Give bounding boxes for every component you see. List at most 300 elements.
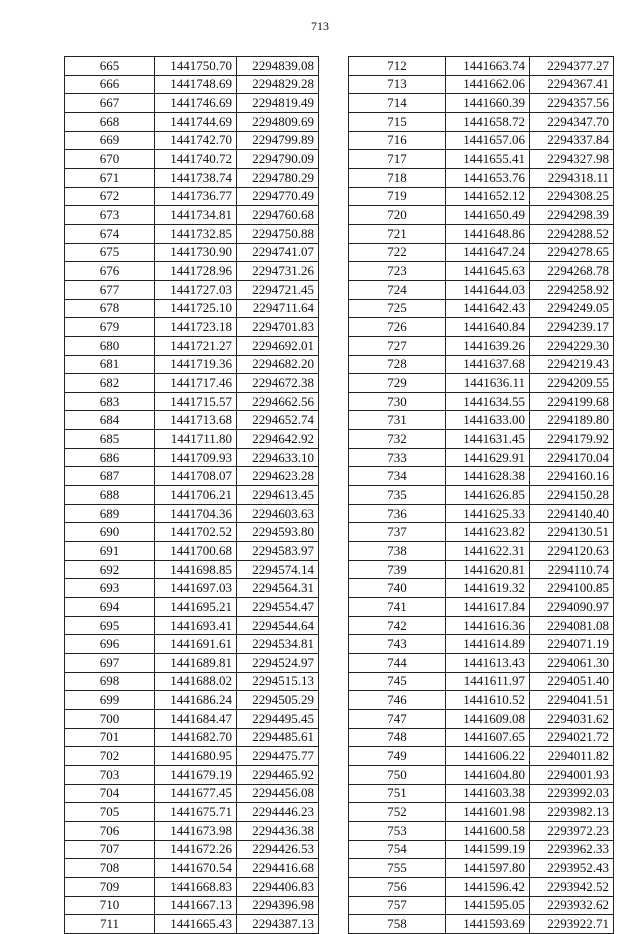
- x-coordinate-cell: 1441700.68: [155, 542, 237, 561]
- y-coordinate-cell: 2294219.43: [530, 355, 614, 374]
- x-coordinate-cell: 1441695.21: [155, 598, 237, 617]
- x-coordinate-cell: 1441740.72: [155, 150, 237, 169]
- point-number-cell: 700: [65, 709, 155, 728]
- y-coordinate-cell: 2294051.40: [530, 672, 614, 691]
- y-coordinate-cell: 2293982.13: [530, 803, 614, 822]
- point-number-cell: 698: [65, 672, 155, 691]
- point-number-cell: 744: [349, 654, 446, 673]
- y-coordinate-cell: 2294465.92: [237, 765, 319, 784]
- point-number-cell: 688: [65, 486, 155, 505]
- y-coordinate-cell: 2294001.93: [530, 765, 614, 784]
- y-coordinate-cell: 2294564.31: [237, 579, 319, 598]
- y-coordinate-cell: 2294790.09: [237, 150, 319, 169]
- table-row: [65, 299, 319, 318]
- y-coordinate-cell: 2293952.43: [530, 859, 614, 878]
- point-number-cell: 724: [349, 280, 446, 299]
- table-row: [65, 859, 319, 878]
- table-row: [349, 448, 614, 467]
- point-number-cell: 743: [349, 635, 446, 654]
- x-coordinate-cell: 1441653.76: [446, 168, 530, 187]
- x-coordinate-cell: 1441668.83: [155, 877, 237, 896]
- x-coordinate-cell: 1441715.57: [155, 392, 237, 411]
- y-coordinate-cell: 2294209.55: [530, 374, 614, 393]
- y-coordinate-cell: 2294642.92: [237, 430, 319, 449]
- point-number-cell: 746: [349, 691, 446, 710]
- table-row: [65, 374, 319, 393]
- y-coordinate-cell: 2293932.62: [530, 896, 614, 915]
- point-number-cell: 730: [349, 392, 446, 411]
- y-coordinate-cell: 2294721.45: [237, 280, 319, 299]
- y-coordinate-cell: 2294170.04: [530, 448, 614, 467]
- point-number-cell: 750: [349, 765, 446, 784]
- point-number-cell: 674: [65, 224, 155, 243]
- y-coordinate-cell: 2294701.83: [237, 318, 319, 337]
- table-row: [349, 355, 614, 374]
- point-number-cell: 729: [349, 374, 446, 393]
- table-row: [349, 709, 614, 728]
- x-coordinate-cell: 1441742.70: [155, 131, 237, 150]
- y-coordinate-cell: 2294110.74: [530, 560, 614, 579]
- table-row: [349, 784, 614, 803]
- point-number-cell: 740: [349, 579, 446, 598]
- y-coordinate-cell: 2294524.97: [237, 654, 319, 673]
- point-number-cell: 726: [349, 318, 446, 337]
- x-coordinate-cell: 1441738.74: [155, 168, 237, 187]
- x-coordinate-cell: 1441603.38: [446, 784, 530, 803]
- table-row: [349, 224, 614, 243]
- x-coordinate-cell: 1441658.72: [446, 112, 530, 131]
- y-coordinate-cell: 2294278.65: [530, 243, 614, 262]
- x-coordinate-cell: 1441629.91: [446, 448, 530, 467]
- table-row: [65, 523, 319, 542]
- point-number-cell: 686: [65, 448, 155, 467]
- x-coordinate-cell: 1441672.26: [155, 840, 237, 859]
- point-number-cell: 668: [65, 112, 155, 131]
- point-number-cell: 728: [349, 355, 446, 374]
- table-row: [65, 467, 319, 486]
- x-coordinate-cell: 1441746.69: [155, 94, 237, 113]
- table-row: [349, 560, 614, 579]
- y-coordinate-cell: 2294347.70: [530, 112, 614, 131]
- y-coordinate-cell: 2294249.05: [530, 299, 614, 318]
- x-coordinate-cell: 1441734.81: [155, 206, 237, 225]
- scan-artifact: [172, 884, 186, 885]
- point-number-cell: 701: [65, 728, 155, 747]
- table-row: [65, 411, 319, 430]
- table-row: [349, 654, 614, 673]
- y-coordinate-cell: 2294318.11: [530, 168, 614, 187]
- table-row: [65, 877, 319, 896]
- y-coordinate-cell: 2294239.17: [530, 318, 614, 337]
- point-number-cell: 679: [65, 318, 155, 337]
- x-coordinate-cell: 1441613.43: [446, 654, 530, 673]
- table-row: [349, 280, 614, 299]
- x-coordinate-cell: 1441721.27: [155, 336, 237, 355]
- point-number-cell: 676: [65, 262, 155, 281]
- point-number-cell: 721: [349, 224, 446, 243]
- point-number-cell: 715: [349, 112, 446, 131]
- table-row: [65, 262, 319, 281]
- point-number-cell: 756: [349, 877, 446, 896]
- point-number-cell: 697: [65, 654, 155, 673]
- table-row: [349, 430, 614, 449]
- x-coordinate-cell: 1441748.69: [155, 75, 237, 94]
- y-coordinate-cell: 2294829.28: [237, 75, 319, 94]
- x-coordinate-cell: 1441623.82: [446, 523, 530, 542]
- y-coordinate-cell: 2293992.03: [530, 784, 614, 803]
- table-row: [349, 112, 614, 131]
- x-coordinate-cell: 1441640.84: [446, 318, 530, 337]
- x-coordinate-cell: 1441679.19: [155, 765, 237, 784]
- y-coordinate-cell: 2294308.25: [530, 187, 614, 206]
- point-number-cell: 738: [349, 542, 446, 561]
- table-row: [65, 112, 319, 131]
- y-coordinate-cell: 2293962.33: [530, 840, 614, 859]
- y-coordinate-cell: 2294337.84: [530, 131, 614, 150]
- y-coordinate-cell: 2294741.07: [237, 243, 319, 262]
- point-number-cell: 709: [65, 877, 155, 896]
- x-coordinate-cell: 1441625.33: [446, 504, 530, 523]
- y-coordinate-cell: 2293922.71: [530, 915, 614, 934]
- table-row: [65, 448, 319, 467]
- table-row: [349, 896, 614, 915]
- point-number-cell: 723: [349, 262, 446, 281]
- point-number-cell: 665: [65, 57, 155, 76]
- table-row: [65, 504, 319, 523]
- point-number-cell: 669: [65, 131, 155, 150]
- x-coordinate-cell: 1441750.70: [155, 57, 237, 76]
- table-row: [65, 728, 319, 747]
- point-number-cell: 687: [65, 467, 155, 486]
- point-number-cell: 714: [349, 94, 446, 113]
- point-number-cell: 708: [65, 859, 155, 878]
- table-row: [349, 728, 614, 747]
- y-coordinate-cell: 2294593.80: [237, 523, 319, 542]
- x-coordinate-cell: 1441727.03: [155, 280, 237, 299]
- x-coordinate-cell: 1441645.63: [446, 262, 530, 281]
- table-row: [349, 318, 614, 337]
- x-coordinate-cell: 1441648.86: [446, 224, 530, 243]
- point-number-cell: 753: [349, 821, 446, 840]
- y-coordinate-cell: 2294179.92: [530, 430, 614, 449]
- x-coordinate-cell: 1441689.81: [155, 654, 237, 673]
- x-coordinate-cell: 1441709.93: [155, 448, 237, 467]
- table-row: [349, 299, 614, 318]
- y-coordinate-cell: 2294603.63: [237, 504, 319, 523]
- point-number-cell: 699: [65, 691, 155, 710]
- y-coordinate-cell: 2294780.29: [237, 168, 319, 187]
- x-coordinate-cell: 1441670.54: [155, 859, 237, 878]
- x-coordinate-cell: 1441619.32: [446, 579, 530, 598]
- table-row: [65, 654, 319, 673]
- table-row: [65, 486, 319, 505]
- point-number-cell: 672: [65, 187, 155, 206]
- x-coordinate-cell: 1441633.00: [446, 411, 530, 430]
- x-coordinate-cell: 1441665.43: [155, 915, 237, 934]
- x-coordinate-cell: 1441644.03: [446, 280, 530, 299]
- table-row: [349, 168, 614, 187]
- x-coordinate-cell: 1441725.10: [155, 299, 237, 318]
- y-coordinate-cell: 2294672.38: [237, 374, 319, 393]
- point-number-cell: 704: [65, 784, 155, 803]
- table-row: [349, 821, 614, 840]
- point-number-cell: 689: [65, 504, 155, 523]
- table-row: [349, 877, 614, 896]
- point-number-cell: 683: [65, 392, 155, 411]
- x-coordinate-cell: 1441663.74: [446, 57, 530, 76]
- y-coordinate-cell: 2294505.29: [237, 691, 319, 710]
- coordinates-table-right: [348, 56, 614, 934]
- table-row: [65, 915, 319, 934]
- table-row: [65, 579, 319, 598]
- y-coordinate-cell: 2294011.82: [530, 747, 614, 766]
- point-number-cell: 666: [65, 75, 155, 94]
- y-coordinate-cell: 2294120.63: [530, 542, 614, 561]
- x-coordinate-cell: 1441662.06: [446, 75, 530, 94]
- table-row: [349, 840, 614, 859]
- table-body: [65, 57, 319, 934]
- x-coordinate-cell: 1441650.49: [446, 206, 530, 225]
- table-row: [65, 709, 319, 728]
- table-row: [349, 915, 614, 934]
- point-number-cell: 718: [349, 168, 446, 187]
- y-coordinate-cell: 2294199.68: [530, 392, 614, 411]
- point-number-cell: 733: [349, 448, 446, 467]
- point-number-cell: 745: [349, 672, 446, 691]
- x-coordinate-cell: 1441601.98: [446, 803, 530, 822]
- y-coordinate-cell: 2294682.20: [237, 355, 319, 374]
- x-coordinate-cell: 1441717.46: [155, 374, 237, 393]
- table-row: [349, 542, 614, 561]
- table-row: [349, 187, 614, 206]
- table-row: [65, 616, 319, 635]
- table-row: [349, 57, 614, 76]
- table-row: [349, 859, 614, 878]
- table-row: [349, 747, 614, 766]
- point-number-cell: 673: [65, 206, 155, 225]
- x-coordinate-cell: 1441637.68: [446, 355, 530, 374]
- page-number: 713: [311, 19, 329, 33]
- point-number-cell: 722: [349, 243, 446, 262]
- point-number-cell: 737: [349, 523, 446, 542]
- y-coordinate-cell: 2294298.39: [530, 206, 614, 225]
- x-coordinate-cell: 1441634.55: [446, 392, 530, 411]
- x-coordinate-cell: 1441595.05: [446, 896, 530, 915]
- x-coordinate-cell: 1441622.31: [446, 542, 530, 561]
- table-row: [349, 672, 614, 691]
- x-coordinate-cell: 1441609.08: [446, 709, 530, 728]
- x-coordinate-cell: 1441660.39: [446, 94, 530, 113]
- y-coordinate-cell: 2294021.72: [530, 728, 614, 747]
- table-row: [349, 467, 614, 486]
- point-number-cell: 695: [65, 616, 155, 635]
- point-number-cell: 734: [349, 467, 446, 486]
- x-coordinate-cell: 1441631.45: [446, 430, 530, 449]
- x-coordinate-cell: 1441597.80: [446, 859, 530, 878]
- y-coordinate-cell: 2294071.19: [530, 635, 614, 654]
- table-row: [65, 94, 319, 113]
- point-number-cell: 675: [65, 243, 155, 262]
- y-coordinate-cell: 2294387.13: [237, 915, 319, 934]
- y-coordinate-cell: 2294229.30: [530, 336, 614, 355]
- x-coordinate-cell: 1441593.69: [446, 915, 530, 934]
- y-coordinate-cell: 2294544.64: [237, 616, 319, 635]
- y-coordinate-cell: 2294495.45: [237, 709, 319, 728]
- x-coordinate-cell: 1441639.26: [446, 336, 530, 355]
- point-number-cell: 702: [65, 747, 155, 766]
- x-coordinate-cell: 1441723.18: [155, 318, 237, 337]
- table-row: [349, 75, 614, 94]
- point-number-cell: 693: [65, 579, 155, 598]
- point-number-cell: 696: [65, 635, 155, 654]
- point-number-cell: 754: [349, 840, 446, 859]
- x-coordinate-cell: 1441744.69: [155, 112, 237, 131]
- y-coordinate-cell: 2294799.89: [237, 131, 319, 150]
- point-number-cell: 735: [349, 486, 446, 505]
- point-number-cell: 717: [349, 150, 446, 169]
- x-coordinate-cell: 1441617.84: [446, 598, 530, 617]
- x-coordinate-cell: 1441642.43: [446, 299, 530, 318]
- x-coordinate-cell: 1441611.97: [446, 672, 530, 691]
- table-row: [65, 896, 319, 915]
- y-coordinate-cell: 2294731.26: [237, 262, 319, 281]
- x-coordinate-cell: 1441673.98: [155, 821, 237, 840]
- table-row: [65, 598, 319, 617]
- point-number-cell: 751: [349, 784, 446, 803]
- y-coordinate-cell: 2294160.16: [530, 467, 614, 486]
- point-number-cell: 716: [349, 131, 446, 150]
- point-number-cell: 747: [349, 709, 446, 728]
- y-coordinate-cell: 2294081.08: [530, 616, 614, 635]
- table-row: [349, 262, 614, 281]
- x-coordinate-cell: 1441657.06: [446, 131, 530, 150]
- table-row: [65, 336, 319, 355]
- x-coordinate-cell: 1441620.81: [446, 560, 530, 579]
- x-coordinate-cell: 1441691.61: [155, 635, 237, 654]
- y-coordinate-cell: 2294031.62: [530, 709, 614, 728]
- y-coordinate-cell: 2294711.64: [237, 299, 319, 318]
- table-row: [349, 765, 614, 784]
- table-row: [65, 280, 319, 299]
- y-coordinate-cell: 2294090.97: [530, 598, 614, 617]
- x-coordinate-cell: 1441736.77: [155, 187, 237, 206]
- y-coordinate-cell: 2294534.81: [237, 635, 319, 654]
- x-coordinate-cell: 1441706.21: [155, 486, 237, 505]
- y-coordinate-cell: 2294426.53: [237, 840, 319, 859]
- x-coordinate-cell: 1441682.70: [155, 728, 237, 747]
- y-coordinate-cell: 2294485.61: [237, 728, 319, 747]
- point-number-cell: 741: [349, 598, 446, 617]
- x-coordinate-cell: 1441711.80: [155, 430, 237, 449]
- x-coordinate-cell: 1441616.36: [446, 616, 530, 635]
- table-row: [65, 318, 319, 337]
- y-coordinate-cell: 2294613.45: [237, 486, 319, 505]
- point-number-cell: 667: [65, 94, 155, 113]
- table-row: [65, 57, 319, 76]
- x-coordinate-cell: 1441604.80: [446, 765, 530, 784]
- coordinates-table-left: [64, 56, 319, 934]
- x-coordinate-cell: 1441667.13: [155, 896, 237, 915]
- x-coordinate-cell: 1441647.24: [446, 243, 530, 262]
- y-coordinate-cell: 2294258.92: [530, 280, 614, 299]
- x-coordinate-cell: 1441732.85: [155, 224, 237, 243]
- y-coordinate-cell: 2294436.38: [237, 821, 319, 840]
- y-coordinate-cell: 2294357.56: [530, 94, 614, 113]
- table-row: [65, 150, 319, 169]
- table-row: [65, 672, 319, 691]
- x-coordinate-cell: 1441600.58: [446, 821, 530, 840]
- table-row: [65, 243, 319, 262]
- point-number-cell: 719: [349, 187, 446, 206]
- y-coordinate-cell: 2294041.51: [530, 691, 614, 710]
- table-row: [65, 131, 319, 150]
- table-row: [65, 821, 319, 840]
- y-coordinate-cell: 2294623.28: [237, 467, 319, 486]
- x-coordinate-cell: 1441693.41: [155, 616, 237, 635]
- point-number-cell: 694: [65, 598, 155, 617]
- table-row: [349, 336, 614, 355]
- x-coordinate-cell: 1441599.19: [446, 840, 530, 859]
- point-number-cell: 684: [65, 411, 155, 430]
- x-coordinate-cell: 1441719.36: [155, 355, 237, 374]
- point-number-cell: 713: [349, 75, 446, 94]
- table-row: [65, 784, 319, 803]
- point-number-cell: 755: [349, 859, 446, 878]
- table-row: [349, 579, 614, 598]
- table-row: [65, 75, 319, 94]
- table-row: [65, 430, 319, 449]
- x-coordinate-cell: 1441686.24: [155, 691, 237, 710]
- x-coordinate-cell: 1441614.89: [446, 635, 530, 654]
- x-coordinate-cell: 1441677.45: [155, 784, 237, 803]
- table-row: [349, 691, 614, 710]
- table-row: [349, 486, 614, 505]
- y-coordinate-cell: 2294515.13: [237, 672, 319, 691]
- point-number-cell: 685: [65, 430, 155, 449]
- point-number-cell: 691: [65, 542, 155, 561]
- table-row: [349, 504, 614, 523]
- y-coordinate-cell: 2294061.30: [530, 654, 614, 673]
- x-coordinate-cell: 1441675.71: [155, 803, 237, 822]
- point-number-cell: 682: [65, 374, 155, 393]
- point-number-cell: 703: [65, 765, 155, 784]
- x-coordinate-cell: 1441680.95: [155, 747, 237, 766]
- table-row: [349, 150, 614, 169]
- y-coordinate-cell: 2294750.88: [237, 224, 319, 243]
- point-number-cell: 757: [349, 896, 446, 915]
- point-number-cell: 678: [65, 299, 155, 318]
- table-row: [65, 560, 319, 579]
- table-row: [65, 224, 319, 243]
- x-coordinate-cell: 1441628.38: [446, 467, 530, 486]
- table-row: [65, 206, 319, 225]
- table-row: [65, 168, 319, 187]
- table-row: [65, 747, 319, 766]
- y-coordinate-cell: 2294288.52: [530, 224, 614, 243]
- point-number-cell: 710: [65, 896, 155, 915]
- point-number-cell: 671: [65, 168, 155, 187]
- point-number-cell: 690: [65, 523, 155, 542]
- y-coordinate-cell: 2294760.68: [237, 206, 319, 225]
- point-number-cell: 736: [349, 504, 446, 523]
- y-coordinate-cell: 2294377.27: [530, 57, 614, 76]
- y-coordinate-cell: 2294583.97: [237, 542, 319, 561]
- table-row: [65, 355, 319, 374]
- x-coordinate-cell: 1441652.12: [446, 187, 530, 206]
- y-coordinate-cell: 2293942.52: [530, 877, 614, 896]
- table-row: [65, 691, 319, 710]
- x-coordinate-cell: 1441698.85: [155, 560, 237, 579]
